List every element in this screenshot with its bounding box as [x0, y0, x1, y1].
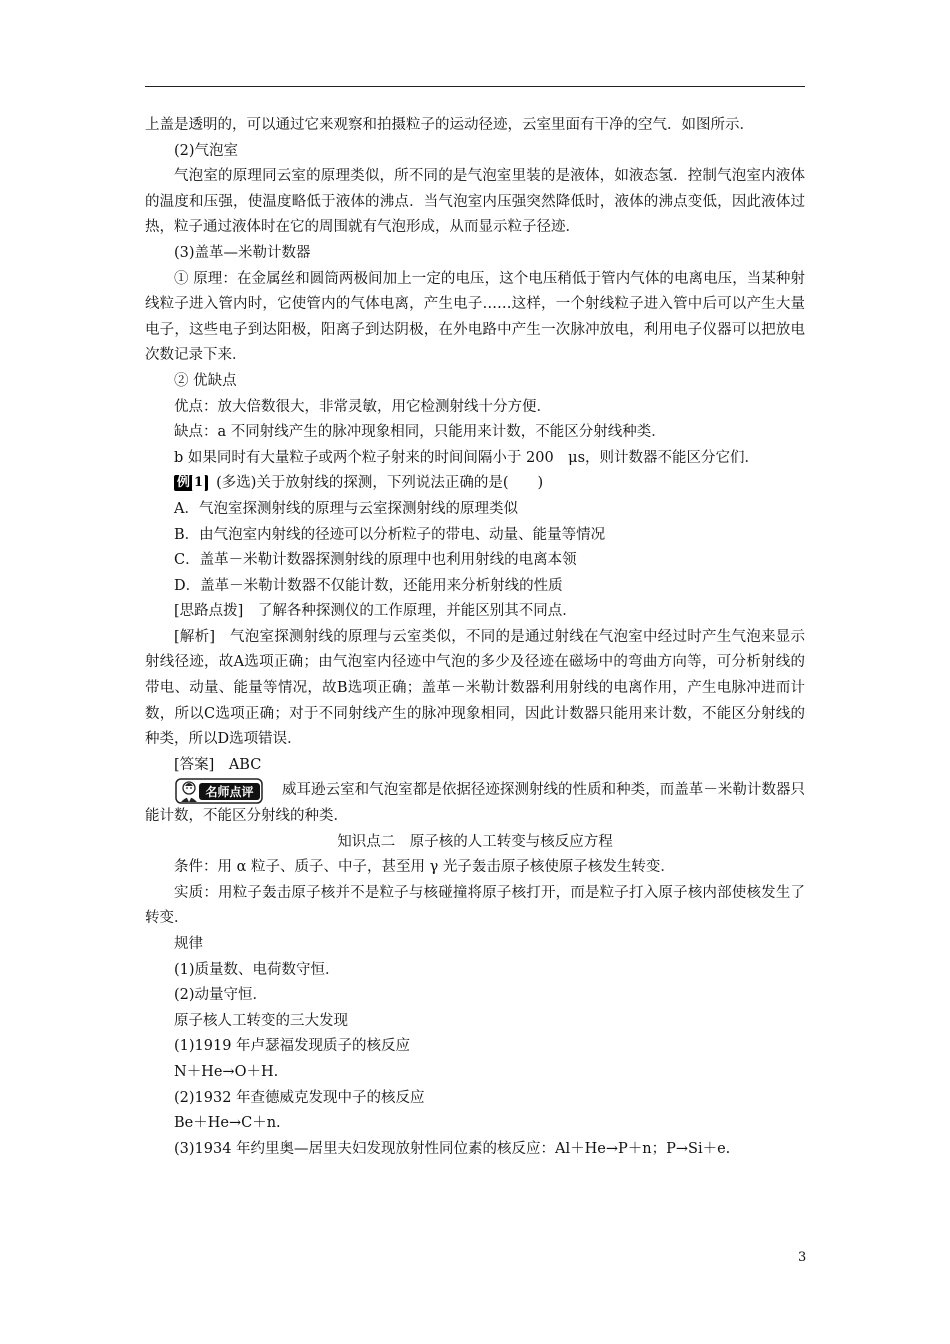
page-number: 3: [798, 1250, 807, 1265]
example-badge: 例 1: [174, 475, 208, 491]
condition-text: 条件：用 α 粒子、质子、中子，甚至用 γ 光子轰击原子核使原子核发生转变．: [174, 859, 675, 876]
example-question-text: (多选)关于放射线的探测，下列说法正确的是( ): [216, 475, 544, 492]
option-c: C．盖革－米勒计数器探测射线的原理中也利用射线的电离本领: [174, 552, 577, 569]
teacher-comment-icon: [175, 776, 265, 806]
header-rule: [145, 86, 805, 87]
discovery-1934: (3)1934 年约里奥—居里夫妇发现放射性同位素的核反应：Al＋He→P＋n；P→Si＋e.: [174, 1140, 731, 1157]
rule-conservation-mass-charge: (1)质量数、电荷数守恒．: [174, 961, 340, 978]
paragraph-bubble-chamber: 气泡室的原理同云室的原理类似，所不同的是气泡室里装的是液体，如液态氢．控制气泡室内液体的温度和压强，使温度略低于液体的沸点．当气泡室内压强突然降低时，液体的沸点变低，因此液体过热，粒子通过液体时在它的周围就有气泡形成，从而显示粒子径迹．: [145, 168, 805, 236]
paragraph-pros: 优点：放大倍数很大，非常灵敏，用它检测射线十分方便．: [174, 398, 551, 415]
heading-bubble-chamber: (2)气泡室: [174, 142, 239, 159]
section-heading: 知识点二 原子核的人工转变与核反应方程: [337, 833, 613, 850]
discovery-1919: (1)1919 年卢瑟福发现质子的核反应: [174, 1038, 411, 1055]
discovery-1932: (2)1932 年查德威克发现中子的核反应: [174, 1089, 425, 1106]
heading-pros-cons: ② 优缺点: [174, 372, 237, 389]
heading-geiger-counter: (3)盖革—米勒计数器: [174, 244, 311, 261]
discoveries-title: 原子核人工转变的三大发现: [174, 1012, 348, 1029]
teacher-comment: [145, 778, 805, 829]
option-b: B．由气泡室内射线的径迹可以分析粒子的带电、动量、能量等情况: [174, 526, 606, 543]
answer-text: [答案] ABC: [174, 756, 262, 773]
paragraph-cons-a: 缺点：a 不同射线产生的脉冲现象相同，只能用来计数，不能区分射线种类．: [174, 424, 666, 441]
paragraph-cloud-chamber-end: 上盖是透明的，可以通过它来观察和拍摄粒子的运动径迹，云室里面有干净的空气．如图所示．: [145, 117, 754, 133]
paragraph-geiger-principle: ① 原理：在金属丝和圆筒两极间加上一定的电压，这个电压稍低于管内气体的电离电压，当某种射线粒子进入管内时，它使管内的气体电离，产生电子……这样，一个射线粒子进入管中后可以产生大量电子，这些电子到达阳极，阳离子到达阴极，在外电路中产生一次脉冲放电，利用电子仪器可以把放电次数记录下来．: [145, 270, 805, 364]
equation-1919: N＋He→O＋H.: [174, 1063, 279, 1080]
paragraph-cons-b: b 如果同时有大量粒子或两个粒子射来的时间间隔小于 200 μs，则计数器不能区分它们．: [174, 449, 760, 466]
essence-text: 实质：用粒子轰击原子核并不是粒子与核碰撞将原子核打开，而是粒子打入原子核内部使核发生了转变．: [145, 884, 805, 927]
option-a: A．气泡室探测射线的原理与云室探测射线的原理类似: [174, 500, 518, 517]
option-d: D．盖革－米勒计数器不仅能计数，还能用来分析射线的性质: [174, 577, 563, 594]
rule-title: 规律: [174, 936, 203, 952]
rule-conservation-momentum: (2)动量守恒．: [174, 987, 268, 1004]
teacher-comment-text: 威耳逊云室和气泡室都是依据径迹探测射线的性质和种类，而盖革－米勒计数器只能计数，不能区分射线的种类．: [145, 782, 805, 825]
example-question: [145, 471, 805, 497]
hint-text: [思路点拨] 了解各种探测仪的工作原理，并能区别其不同点．: [174, 603, 577, 620]
analysis-text: [解析] 气泡室探测射线的原理与云室类似，不同的是通过射线在气泡室中经过时产生气泡来显示射线径迹，故A选项正确；由气泡室内径迹中气泡的多少及径迹在磁场中的弯曲方向等，可分析射线的带电、动量、能量等情况，故B选项正确；盖革－米勒计数器利用射线的电离作用，产生电脉冲进而计数，所以C选项正确；对于不同射线产生的脉冲现象相同，因此计数器只能用来计数，不能区分射线的种类，所以D选项错误．: [145, 628, 805, 748]
equation-1932: Be＋He→C＋n.: [174, 1115, 281, 1132]
svg-text:名师点评: 名师点评: [205, 785, 254, 800]
document-body: [145, 113, 805, 1162]
